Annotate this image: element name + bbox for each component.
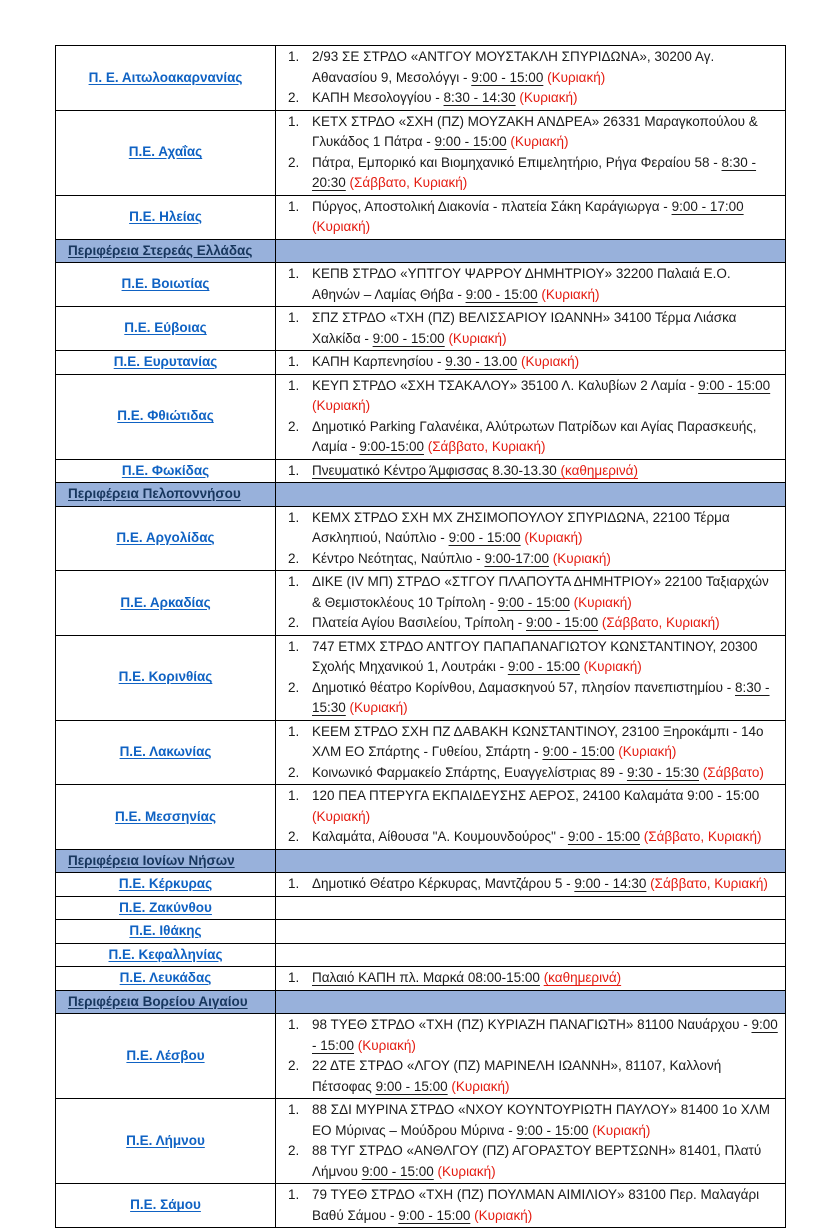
location-entry xyxy=(280,508,781,549)
text-segment: 9:00 - 15:00 xyxy=(567,829,640,844)
region-name-cell xyxy=(56,873,276,897)
text-segment: (Κυριακή) xyxy=(614,744,677,759)
text-segment: 9:00 - 15:00 xyxy=(526,615,599,630)
locations-cell xyxy=(276,46,786,111)
region-name-cell xyxy=(56,967,276,991)
region-link[interactable]: Π.Ε. Ιθάκης xyxy=(129,923,202,938)
entry-number: 1. xyxy=(288,377,300,393)
region-name-cell xyxy=(56,1014,276,1099)
text-segment: (Κυριακή) xyxy=(312,219,371,234)
entry-number: 2. xyxy=(288,418,300,434)
locations-cell xyxy=(276,943,786,967)
location-entry xyxy=(280,827,781,848)
text-segment: 9:00 - 15:00 xyxy=(471,69,544,85)
entry-text xyxy=(312,1015,781,1056)
section-header: Περιφέρεια Στερεάς Ελλάδας xyxy=(68,242,253,258)
locations-cell xyxy=(276,307,786,351)
entry-text xyxy=(312,112,781,153)
text-segment: 88 ΣΔΙ ΜΥΡΙΝΑ ΣΤΡΔΟ «ΝΧΟΥ ΚΟΥΝΤΟΥΡΙΩΤΗ ΠΑΥΛΟΥ» 81400 1ο ΧΛΜ ΕΟ Μύρινας – Μούδρου Μύρινα - xyxy=(312,1102,771,1138)
text-segment: (Σάββατο, Κυριακή) xyxy=(639,829,762,844)
locations-cell xyxy=(276,1184,786,1228)
entry-number: 1. xyxy=(288,1017,300,1032)
location-entry xyxy=(280,1056,781,1097)
region-link[interactable]: Π.Ε. Φωκίδας xyxy=(121,462,210,478)
locations-cell xyxy=(276,110,786,195)
text-segment: (Κυριακή) xyxy=(569,594,632,610)
location-entry xyxy=(280,1015,781,1056)
entry-text xyxy=(312,1056,781,1097)
entry-number: 1. xyxy=(288,310,300,325)
location-entry xyxy=(280,417,781,458)
entry-text xyxy=(312,47,781,88)
entry-number: 2. xyxy=(288,90,300,105)
section-spacer-cell xyxy=(276,990,786,1014)
location-entry xyxy=(280,308,781,349)
text-segment: 9:00 - 15:00 xyxy=(542,744,615,759)
location-entry xyxy=(280,1185,781,1226)
location-entry xyxy=(280,47,781,88)
text-segment: ΚΑΠΗ Μεσολογγίου - xyxy=(312,90,444,105)
locations-cell xyxy=(276,873,786,897)
section-header: Περιφέρεια Πελοποννήσου xyxy=(68,486,241,501)
section-header: Περιφέρεια Ιονίων Νήσων xyxy=(68,852,235,868)
region-link[interactable]: Π.Ε. Κεφαλληνίας xyxy=(108,946,223,962)
entry-number: 2. xyxy=(288,1143,300,1158)
region-name-cell xyxy=(56,351,276,375)
text-segment: 9:00 - 15:00 xyxy=(698,377,771,393)
text-segment: Πάτρα, Εμπορικό και Βιομηχανικό Επιμελητήριο, Ρήγα Φεραίου 58 - xyxy=(312,154,722,170)
text-segment: ΚΕΜΧ ΣΤΡΔΟ ΣΧΗ ΜΧ ΖΗΣΙΜΟΠΟΥΛΟΥ ΣΠΥΡΙΔΩΝΑ, 22100 Τέρμα Ασκληπιού, Ναύπλιο - xyxy=(312,509,730,545)
text-segment: Πύργος, Αποστολική Διακονία - πλατεία Σάκη Καράγιωργα - xyxy=(312,198,672,214)
section-header-cell xyxy=(56,990,276,1014)
entry-text xyxy=(312,308,781,349)
section-header-cell xyxy=(56,239,276,263)
regional-units-table-body xyxy=(56,46,786,1228)
entry-text xyxy=(312,197,781,238)
text-segment: 9:00 - 15:00 xyxy=(398,1207,471,1223)
region-name-cell xyxy=(56,459,276,483)
region-name-cell xyxy=(56,110,276,195)
entry-text xyxy=(312,417,781,458)
location-entry xyxy=(280,1141,781,1182)
text-segment: (Κυριακή) xyxy=(506,134,569,149)
text-segment: Δημοτικό θέατρο Κορίνθου, Δαμασκηνού 57, πλησίον πανεπιστημίου - xyxy=(312,679,735,695)
region-name-cell xyxy=(56,307,276,351)
region-name-cell xyxy=(56,263,276,307)
text-segment: ΚΕΕΜ ΣΤΡΔΟ ΣΧΗ ΠΖ ΔΑΒΑΚΗ ΚΩΝΣΤΑΝΤΙΝΟΥ, 23100 Ξηροκάμπι - 14ο ΧΛΜ ΕΟ Σπάρτης - Γυθείου, Σπάρτη - xyxy=(312,723,764,759)
region-link[interactable]: Π.Ε. Μεσσηνίας xyxy=(115,808,216,824)
region-name-cell xyxy=(56,1099,276,1184)
text-segment: 8:30 - 20:30 xyxy=(312,154,757,190)
text-segment: ΣΠΖ ΣΤΡΔΟ «ΤΧΗ (ΠΖ) ΒΕΛΙΣΣΑΡΙΟΥ ΙΩΑΝΝΗ» 34100 Τέρμα Λιάσκα Χαλκίδα - xyxy=(312,310,737,346)
entry-number: 2. xyxy=(288,154,300,170)
region-name-cell xyxy=(56,920,276,944)
text-segment: 2/93 ΣΕ ΣΤΡΔΟ «ΑΝΤΓΟΥ ΜΟΥΣΤΑΚΛΗ ΣΠΥΡΙΔΩΝΑ», 30200 Αγ. Αθανασίου 9, Μεσολόγγι - xyxy=(312,49,715,85)
entry-text xyxy=(312,153,781,194)
entry-number: 1. xyxy=(288,509,300,525)
region-row xyxy=(56,110,786,195)
location-entry xyxy=(280,461,781,482)
locations-cell xyxy=(276,720,786,785)
text-segment: ΚΕΤΧ ΣΤΡΔΟ «ΣΧΗ (ΠΖ) ΜΟΥΖΑΚΗ ΑΝΔΡΕΑ» 26331 Μαραγκοπούλου & Γλυκάδος 1 Πάτρα - xyxy=(312,113,758,149)
text-segment: (Σάββατο, Κυριακή) xyxy=(423,439,546,454)
text-segment: ΔΙΚΕ (IV ΜΠ) ΣΤΡΔΟ «ΣΤΓΟΥ ΠΛΑΠΟΥΤΑ ΔΗΜΗΤΡΙΟΥ» 22100 Ταξιαρχών & Θεμιστοκλέους 10 Τρίπολη - xyxy=(312,574,769,610)
region-name-cell xyxy=(56,46,276,111)
text-segment: Πλατεία Αγίου Βασιλείου, Τρίπολη - xyxy=(312,615,527,630)
region-link[interactable]: Π.Ε. Σάμου xyxy=(130,1197,201,1213)
text-segment: 9:00 - 15:00 xyxy=(497,594,570,610)
region-link[interactable]: Π.Ε. Ηλείας xyxy=(129,208,202,224)
region-link[interactable]: Π.Ε. Ζακύνθου xyxy=(119,899,212,915)
locations-cell xyxy=(276,374,786,459)
text-segment: (Κυριακή) xyxy=(579,659,642,674)
text-segment: (Κυριακή) xyxy=(588,1122,651,1138)
location-entry xyxy=(280,153,781,194)
text-segment: (Κυριακή) xyxy=(515,90,578,105)
text-segment: 9:00 - 15:00 xyxy=(448,530,521,545)
entry-text xyxy=(312,508,781,549)
text-segment: Δημοτικό Parking Γαλανέικα, Αλύτρωτων Πατρίδων και Αγίας Παρασκευής, Λαμία - xyxy=(312,418,757,454)
location-entry xyxy=(280,572,781,613)
text-segment: 9:00 - 17:00 xyxy=(671,198,744,214)
region-name-cell xyxy=(56,195,276,239)
region-name-cell xyxy=(56,1184,276,1228)
section-spacer-cell xyxy=(276,239,786,263)
location-entry xyxy=(280,637,781,678)
text-segment: Κοινωνικό Φαρμακείο Σπάρτης, Ευαγγελίστριας 89 - xyxy=(312,764,627,780)
text-segment: 9:00 - 15:00 xyxy=(465,286,538,302)
section-header: Περιφέρεια Βορείου Αιγαίου xyxy=(68,993,248,1009)
entry-number: 1. xyxy=(288,788,300,803)
text-segment: (Κυριακή) xyxy=(433,1163,496,1179)
region-row xyxy=(56,351,786,375)
region-name-cell xyxy=(56,571,276,636)
regional-units-table xyxy=(55,45,786,1228)
locations-cell xyxy=(276,351,786,375)
region-row xyxy=(56,307,786,351)
locations-cell xyxy=(276,785,786,850)
section-row xyxy=(56,239,786,263)
location-entry xyxy=(280,88,781,109)
text-segment: (Κυριακή) xyxy=(444,330,507,346)
text-segment: 9:00 - 15:00 xyxy=(372,330,445,346)
locations-cell xyxy=(276,1014,786,1099)
region-name-cell xyxy=(56,374,276,459)
region-link[interactable]: Π.Ε. Λακωνίας xyxy=(119,744,212,759)
text-segment: 22 ΔΤΕ ΣΤΡΔΟ «ΛΓΟΥ (ΠΖ) ΜΑΡΙΝΕΛΗ ΙΩΑΝΝΗ», 81107, Καλλονή Πέτσοφας xyxy=(312,1058,722,1094)
text-segment: Παλαιό ΚΑΠΗ πλ. Μαρκά 08:00-15:00 xyxy=(312,970,540,985)
text-segment: (Κυριακή) xyxy=(520,530,583,545)
entry-number: 1. xyxy=(288,876,300,891)
entry-number: 1. xyxy=(288,1102,300,1117)
entry-text xyxy=(312,637,781,678)
text-segment: 98 ΤΥΕΘ ΣΤΡΔΟ «ΤΧΗ (ΠΖ) ΚΥΡΙΑΖΗ ΠΑΝΑΓΙΩΤΗ» 81100 Ναυάρχου - xyxy=(312,1017,752,1032)
entry-number: 1. xyxy=(288,266,300,281)
text-segment: (Σάββατο, Κυριακή) xyxy=(345,175,468,190)
entry-number: 1. xyxy=(288,970,300,985)
location-entry xyxy=(280,613,781,634)
entry-number: 2. xyxy=(288,679,300,695)
locations-cell xyxy=(276,263,786,307)
entry-text xyxy=(312,874,781,895)
text-segment: 9.30 - 13.00 xyxy=(445,354,518,369)
entry-number: 1. xyxy=(288,723,300,739)
region-row xyxy=(56,967,786,991)
text-segment: (Σάββατο, Κυριακή) xyxy=(646,876,768,891)
location-entry xyxy=(280,968,781,989)
text-segment: ΚΕΥΠ ΣΤΡΔΟ «ΣΧΗ ΤΣΑΚΑΛΟΥ» 35100 Λ. Καλυβίων 2 Λαμία - xyxy=(312,377,699,393)
region-name-cell xyxy=(56,943,276,967)
section-row xyxy=(56,990,786,1014)
text-segment: (Κυριακή) xyxy=(470,1207,533,1223)
location-entry xyxy=(280,1100,781,1141)
section-header-cell xyxy=(56,483,276,507)
text-segment: Κέντρο Νεότητας, Ναύπλιο - xyxy=(312,550,485,566)
text-segment: 79 ΤΥΕΘ ΣΤΡΔΟ «ΤΧΗ (ΠΖ) ΠΟΥΛΜΑΝ ΑΙΜΙΛΙΟΥ» 83100 Περ. Μαλαγάρι Βαθύ Σάμου - xyxy=(312,1187,760,1223)
region-row xyxy=(56,1014,786,1099)
text-segment: (Κυριακή) xyxy=(549,550,611,566)
text-segment: (καθημερινά) xyxy=(543,970,622,985)
entry-number: 1. xyxy=(288,462,300,478)
locations-cell xyxy=(276,506,786,571)
entry-text xyxy=(312,572,781,613)
text-segment: 9:00-15:00 xyxy=(359,439,424,454)
location-entry xyxy=(280,763,781,784)
location-entry xyxy=(280,786,781,827)
region-row xyxy=(56,571,786,636)
text-segment: (Κυριακή) xyxy=(312,398,371,413)
entry-number: 2. xyxy=(288,615,300,630)
text-segment: (Κυριακή) xyxy=(312,808,371,824)
text-segment: (Κυριακή) xyxy=(537,286,600,302)
text-segment: 9:00-17:00 xyxy=(484,550,549,566)
region-row xyxy=(56,374,786,459)
entry-text xyxy=(312,352,781,373)
text-segment: 9:00 - 14:30 xyxy=(574,876,647,891)
region-name-cell xyxy=(56,635,276,720)
locations-cell xyxy=(276,920,786,944)
region-link[interactable]: Π.Ε. Ευρυτανίας xyxy=(113,354,218,369)
region-row xyxy=(56,720,786,785)
text-segment: Δημοτικό Θέατρο Κέρκυρας, Μαντζάρου 5 - xyxy=(312,876,575,891)
entry-number: 1. xyxy=(288,354,300,369)
entry-number: 1. xyxy=(288,638,300,654)
region-row xyxy=(56,635,786,720)
entry-text xyxy=(312,722,781,763)
text-segment: (Σάββατο, Κυριακή) xyxy=(598,615,720,630)
entry-text xyxy=(312,786,781,827)
entry-number: 1. xyxy=(288,198,300,214)
section-header-cell xyxy=(56,849,276,873)
text-segment: 9:00 - 15:00 xyxy=(375,1078,448,1094)
region-row xyxy=(56,263,786,307)
text-segment: 9:00 - 15:00 xyxy=(312,1017,778,1053)
region-link[interactable]: Π.Ε. Κέρκυρας xyxy=(118,876,213,891)
entry-text xyxy=(312,376,781,417)
text-segment: 9:30 - 15:30 xyxy=(626,764,699,780)
region-link[interactable]: Π.Ε. Βοιωτίας xyxy=(121,276,210,292)
region-link[interactable]: Π.Ε. Αργολίδας xyxy=(116,530,215,545)
entry-number: 2. xyxy=(288,829,300,844)
region-link[interactable]: Π.Ε. Λέσβου xyxy=(126,1047,205,1063)
region-name-cell xyxy=(56,506,276,571)
text-segment: 9:00 - 15:00 xyxy=(361,1163,434,1179)
entry-text xyxy=(312,1141,781,1182)
entry-number: 1. xyxy=(288,574,300,589)
entry-text xyxy=(312,1100,781,1141)
region-row xyxy=(56,920,786,944)
text-segment: 8:30 - 15:30 xyxy=(312,679,770,715)
entry-text xyxy=(312,88,781,109)
location-entry xyxy=(280,264,781,305)
region-row xyxy=(56,195,786,239)
section-spacer-cell xyxy=(276,483,786,507)
entry-number: 1. xyxy=(288,49,300,64)
text-segment: (Κυριακή) xyxy=(354,1037,416,1053)
locations-cell xyxy=(276,967,786,991)
location-entry xyxy=(280,874,781,895)
entry-text xyxy=(312,461,781,482)
region-row xyxy=(56,785,786,850)
location-entry xyxy=(280,678,781,719)
section-row xyxy=(56,483,786,507)
region-row xyxy=(56,873,786,897)
text-segment: (Κυριακή) xyxy=(517,354,580,369)
text-segment: ΚΑΠΗ Καρπενησίου - xyxy=(312,354,446,369)
location-entry xyxy=(280,549,781,570)
locations-cell xyxy=(276,635,786,720)
region-link[interactable]: Π.Ε. Λήμνου xyxy=(126,1132,205,1148)
region-row xyxy=(56,943,786,967)
region-row xyxy=(56,46,786,111)
text-segment: 8:30 - 14:30 xyxy=(443,90,516,105)
entry-text xyxy=(312,827,781,848)
entry-text xyxy=(312,1185,781,1226)
text-segment: 88 ΤΥΓ ΣΤΡΔΟ «ΑΝΘΛΓΟΥ (ΠΖ) ΑΓΟΡΑΣΤΟΥ ΒΕΡΤΣΩΝΗ» 81401, Πλατύ Λήμνου xyxy=(312,1143,762,1179)
text-segment: 747 ΕΤΜΧ ΣΤΡΔΟ ΑΝΤΓΟΥ ΠΑΠΑΠΑΝΑΓΙΩΤΟΥ ΚΩΝΣΤΑΝΤΙΝΟΥ, 20300 Σχολής Μηχανικού 1, Λουτράκι - xyxy=(312,638,758,674)
entry-text xyxy=(312,968,781,989)
entry-number: 2. xyxy=(288,764,300,780)
region-row xyxy=(56,506,786,571)
section-row xyxy=(56,849,786,873)
location-entry xyxy=(280,722,781,763)
entry-number: 1. xyxy=(288,113,300,129)
region-link[interactable]: Π. Ε. Αιτωλοακαρνανίας xyxy=(88,69,243,85)
locations-cell xyxy=(276,896,786,920)
region-name-cell xyxy=(56,720,276,785)
entry-text xyxy=(312,678,781,719)
location-entry xyxy=(280,112,781,153)
text-segment: (καθημερινά) xyxy=(560,462,638,478)
region-name-cell xyxy=(56,785,276,850)
text-segment: Πνευματικό Κέντρο Άμφισσας 8.30-13.30 xyxy=(312,462,561,478)
region-row xyxy=(56,1099,786,1184)
text-segment: 9:00 - 15:00 xyxy=(516,1122,589,1138)
text-segment: (Κυριακή) xyxy=(447,1078,510,1094)
entry-text xyxy=(312,763,781,784)
text-segment: (Σάββατο) xyxy=(699,764,764,780)
text-segment: 120 ΠΕΑ ΠΤΕΡΥΓΑ ΕΚΠΑΙΔΕΥΣΗΣ ΑΕΡΟΣ, 24100 Καλαμάτα 9:00 - 15:00 xyxy=(312,788,760,803)
region-link[interactable]: Π.Ε. Εύβοιας xyxy=(124,320,207,336)
text-segment: 9:00 - 15:00 xyxy=(507,659,580,674)
region-row xyxy=(56,459,786,483)
region-link[interactable]: Π.Ε. Φθιώτιδας xyxy=(117,408,214,424)
region-row xyxy=(56,896,786,920)
locations-cell xyxy=(276,459,786,483)
region-link[interactable]: Π.Ε. Αχαΐας xyxy=(128,144,203,160)
location-entry xyxy=(280,376,781,417)
region-name-cell xyxy=(56,896,276,920)
text-segment: ΚΕΠΒ ΣΤΡΔΟ «ΥΠΤΓΟΥ ΨΑΡΡΟΥ ΔΗΜΗΤΡΙΟΥ» 32200 Παλαιά Ε.Ο. Αθηνών – Λαμίας Θήβα - xyxy=(312,266,731,302)
text-segment: (Κυριακή) xyxy=(543,69,606,85)
region-link[interactable]: Π.Ε. Κορινθίας xyxy=(118,669,213,685)
region-link[interactable]: Π.Ε. Αρκαδίας xyxy=(120,594,211,610)
entry-text xyxy=(312,613,781,634)
locations-cell xyxy=(276,571,786,636)
locations-cell xyxy=(276,195,786,239)
section-spacer-cell xyxy=(276,849,786,873)
entry-number: 1. xyxy=(288,1187,300,1202)
region-row xyxy=(56,1184,786,1228)
location-entry xyxy=(280,352,781,373)
text-segment: Καλαμάτα, Αίθουσα "Α. Κουμουνδούρος" - xyxy=(312,829,568,844)
locations-cell xyxy=(276,1099,786,1184)
entry-number: 2. xyxy=(288,1058,300,1073)
entry-number: 2. xyxy=(288,550,300,566)
location-entry xyxy=(280,197,781,238)
entry-text xyxy=(312,264,781,305)
entry-text xyxy=(312,549,781,570)
region-link[interactable]: Π.Ε. Λευκάδας xyxy=(119,970,212,985)
text-segment: 9:00 - 15:00 xyxy=(434,134,507,149)
text-segment: (Κυριακή) xyxy=(345,700,408,715)
